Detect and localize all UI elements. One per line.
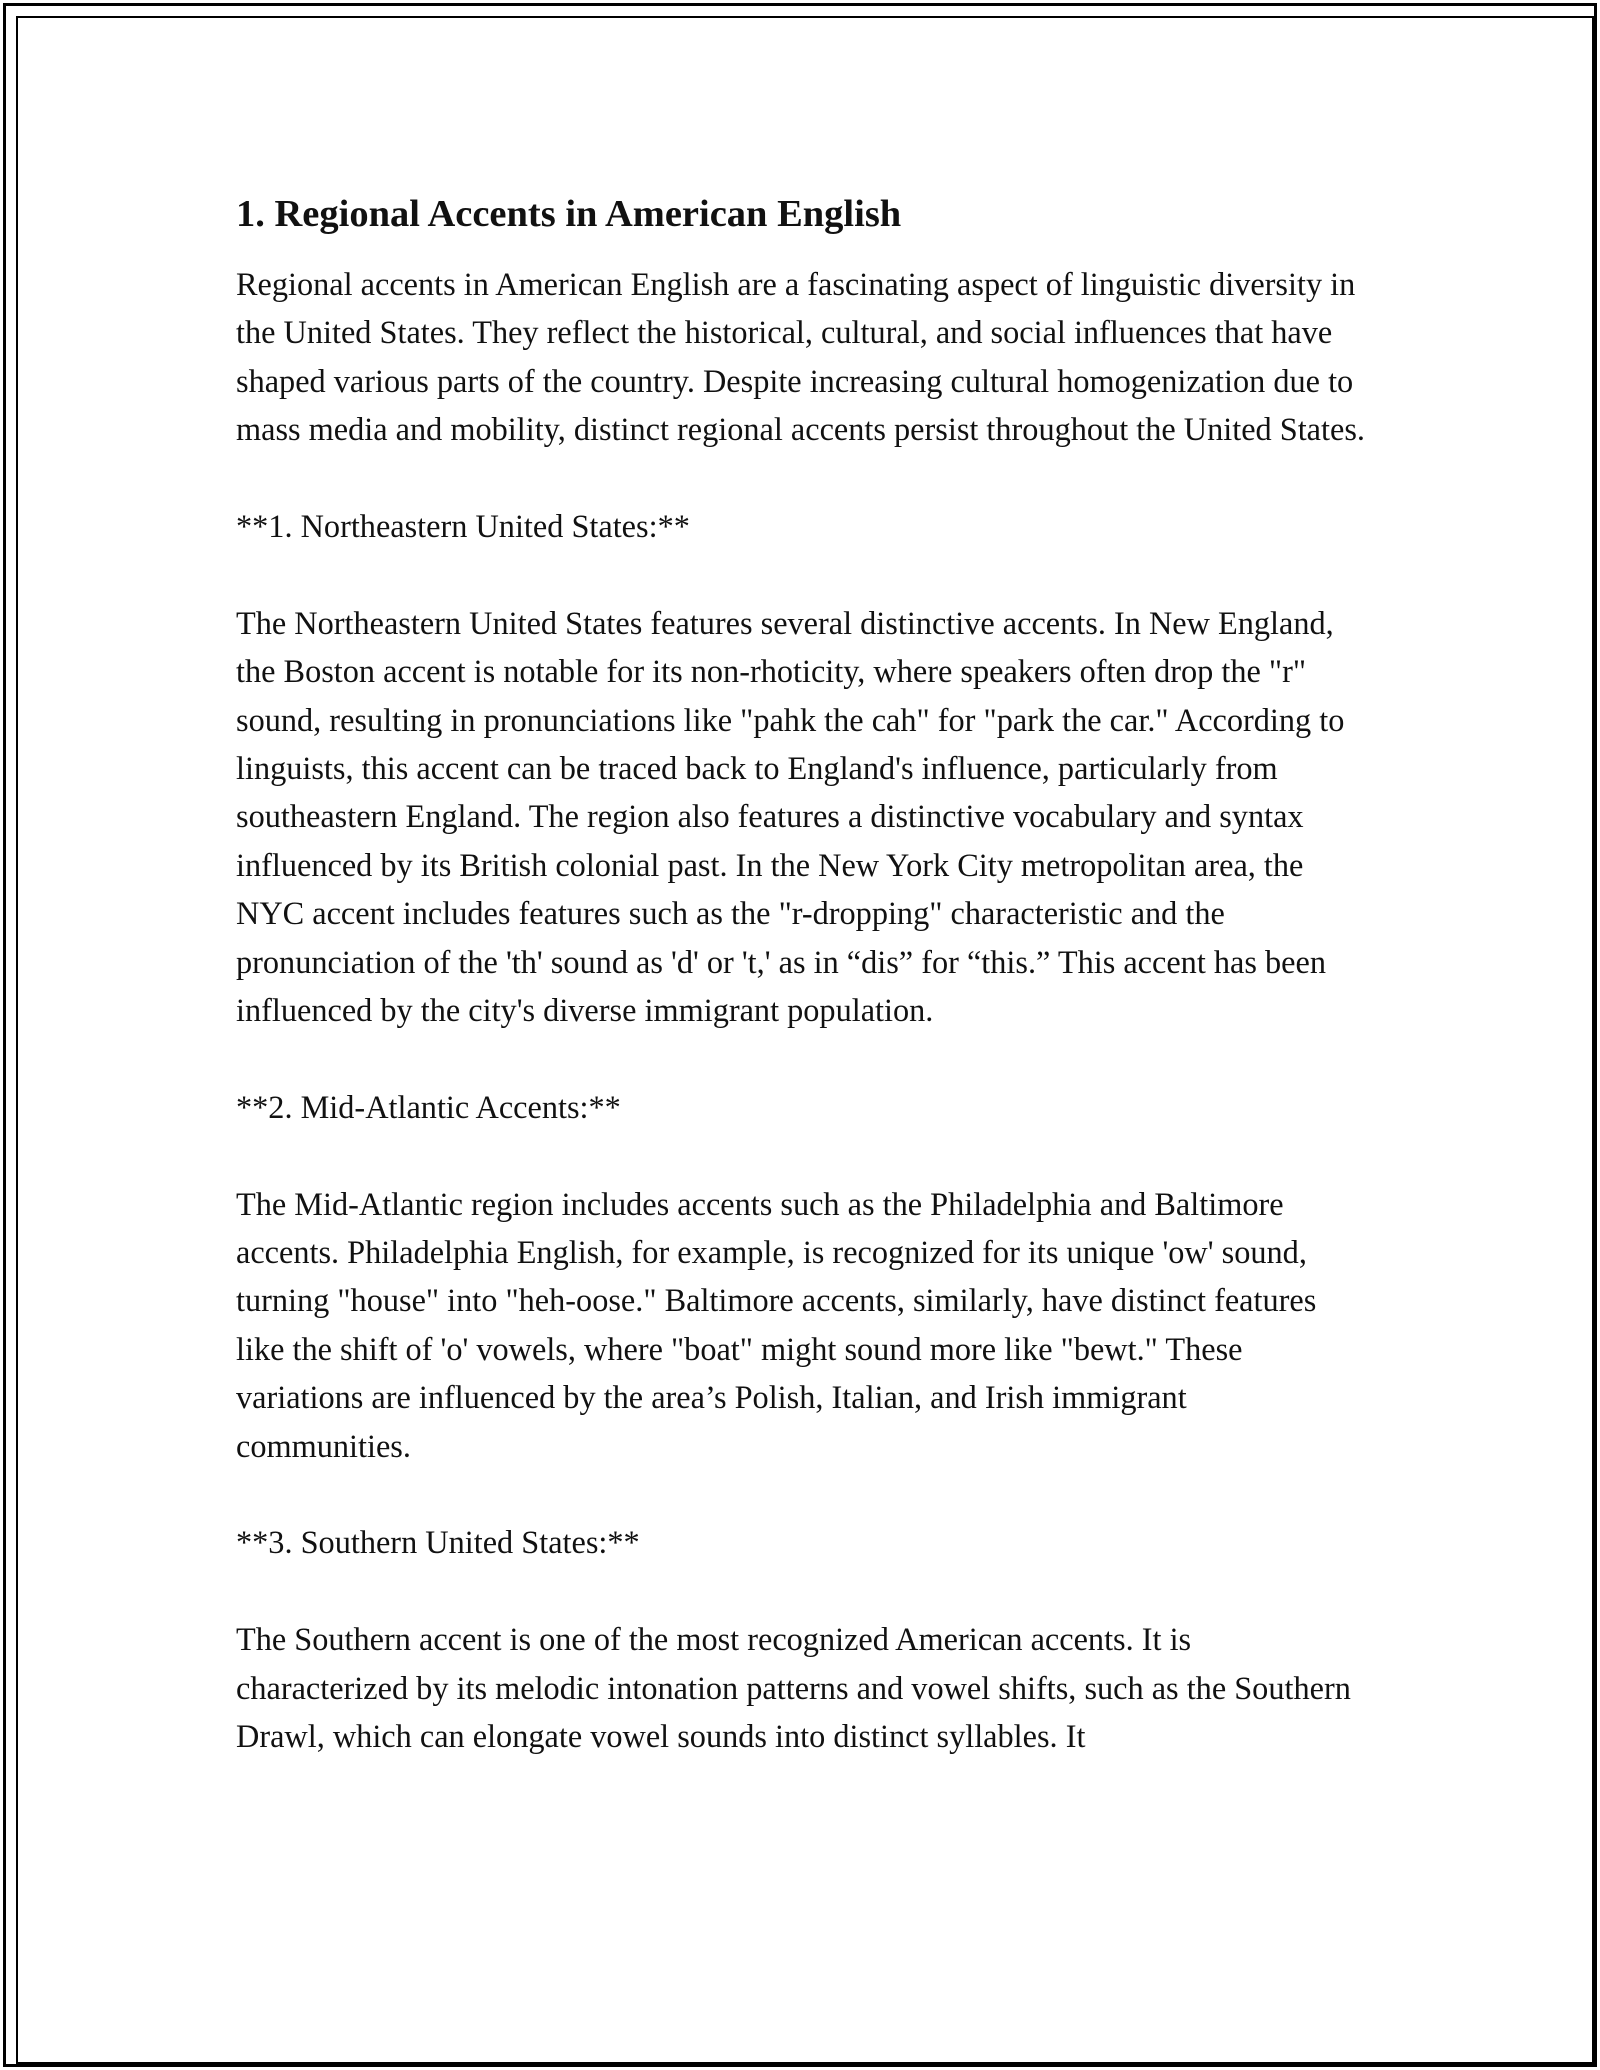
section-title-northeastern: **1. Northeastern United States:**	[236, 508, 690, 545]
page-title: 1. Regional Accents in American English	[236, 193, 902, 235]
section-body-southern: The Southern accent is one of the most recognized American accents. It is characterized by its melodic intonation patterns and vowel shifts, such as the Southern Drawl, which can elongate vowel sounds into distinct syllables. It	[236, 1621, 1351, 1755]
section-body-mid-atlantic: The Mid-Atlantic region includes accents such as the Philadelphia and Baltimore accents. Philadelphia English, for example, is recognized for its unique 'ow' sound, turning "house" into "heh-oose." Baltimore accents, similarly, have distinct features like the shift of 'o' vowels, where "boat" might sound more like "bewt." These variations are influenced by the area’s Polish, Italian, and Irish immigrant communities.	[236, 1185, 1317, 1464]
section-title-southern: **3. Southern United States:**	[236, 1524, 640, 1561]
intro-paragraph: Regional accents in American English are a fascinating aspect of linguistic diversity in the United States. They reflect the historical, cultural, and social influences that have shaped various parts of the country. Despite increasing cultural homogenization due to mass media and mobility, distinct regional accents persist throughout the United States.	[236, 266, 1365, 448]
document-body	[236, 186, 1366, 1809]
section-title-mid-atlantic: **2. Mid-Atlantic Accents:**	[236, 1088, 621, 1125]
section-body-northeastern: The Northeastern United States features several distinctive accents. In New England, the Boston accent is notable for its non-rhoticity, where speakers often drop the "r" sound, resulting in pronunciations like "pahk the cah" for "park the car." According to linguists, this accent can be traced back to England's influence, particularly from southeastern England. The region also features a distinctive vocabulary and syntax influenced by its British colonial past. In the New York City metropolitan area, the NYC accent includes features such as the "r-dropping" characteristic and the pronunciation of the 'th' sound as 'd' or 't,' as in “dis” for “this.” This accent has been influenced by the city's diverse immigrant population.	[236, 604, 1345, 1029]
